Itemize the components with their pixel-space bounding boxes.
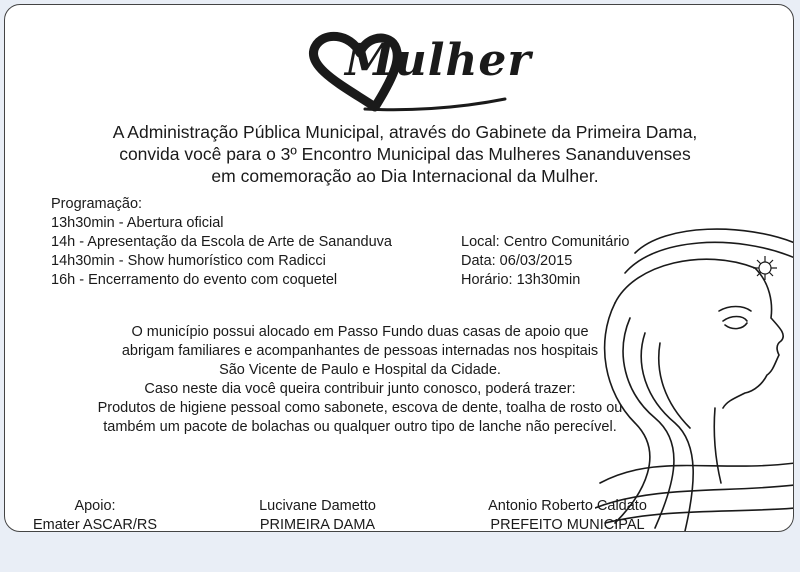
message-line: abrigam familiares e acompanhantes de pessoas internadas nos hospitais	[121, 343, 599, 359]
first-lady-signature	[235, 497, 400, 532]
program-item: 14h30min - Show humorístico com Radicci	[51, 253, 326, 269]
support-name: Emater ASCAR/RS	[32, 517, 158, 532]
first-lady-role: PRIMEIRA DAMA	[259, 517, 376, 532]
donation-message	[75, 323, 645, 437]
message-line: São Vicente de Paulo e Hospital da Cidade.	[219, 362, 501, 378]
invitation-card	[4, 4, 794, 532]
program-item: 14h - Apresentação da Escola de Arte de Sananduva	[51, 234, 392, 250]
woman-profile-icon	[595, 223, 794, 531]
message-line: Caso neste dia você queira contribuir junto conosco, poderá trazer:	[144, 381, 576, 397]
program-item: 16h - Encerramento do evento com coquetel	[51, 272, 338, 288]
intro-text	[65, 121, 745, 187]
mayor-role: PREFEITO MUNICIPAL	[490, 517, 645, 532]
program-title: Programação:	[51, 196, 143, 212]
first-lady-name: Lucivane Dametto	[259, 498, 376, 514]
support-label: Apoio:	[74, 498, 116, 514]
event-location: Local: Centro Comunitário	[461, 234, 630, 250]
intro-line: A Administração Pública Municipal, através do Gabinete da Primeira Dama,	[112, 122, 698, 142]
message-line: também um pacote de bolachas ou qualquer outro tipo de lanche não perecível.	[103, 419, 617, 435]
logo-text: Mulher	[345, 35, 532, 86]
intro-line: em comemoração ao Dia Internacional da Mulher.	[211, 166, 599, 186]
message-line: Produtos de higiene pessoal como sabonete, escova de dente, toalha de rosto ou	[97, 400, 623, 416]
message-line: O município possui alocado em Passo Fundo duas casas de apoio que	[131, 324, 589, 340]
support-signature	[25, 497, 165, 532]
event-date: Data: 06/03/2015	[461, 253, 573, 269]
event-time: Horário: 13h30min	[461, 272, 581, 288]
program-list	[51, 195, 392, 290]
intro-line: convida você para o 3º Encontro Municipal das Mulheres Sananduvenses	[119, 144, 691, 164]
program-item: 13h30min - Abertura oficial	[51, 215, 224, 231]
mayor-signature	[475, 497, 660, 532]
mayor-name: Antonio Roberto Caldato	[488, 498, 647, 514]
